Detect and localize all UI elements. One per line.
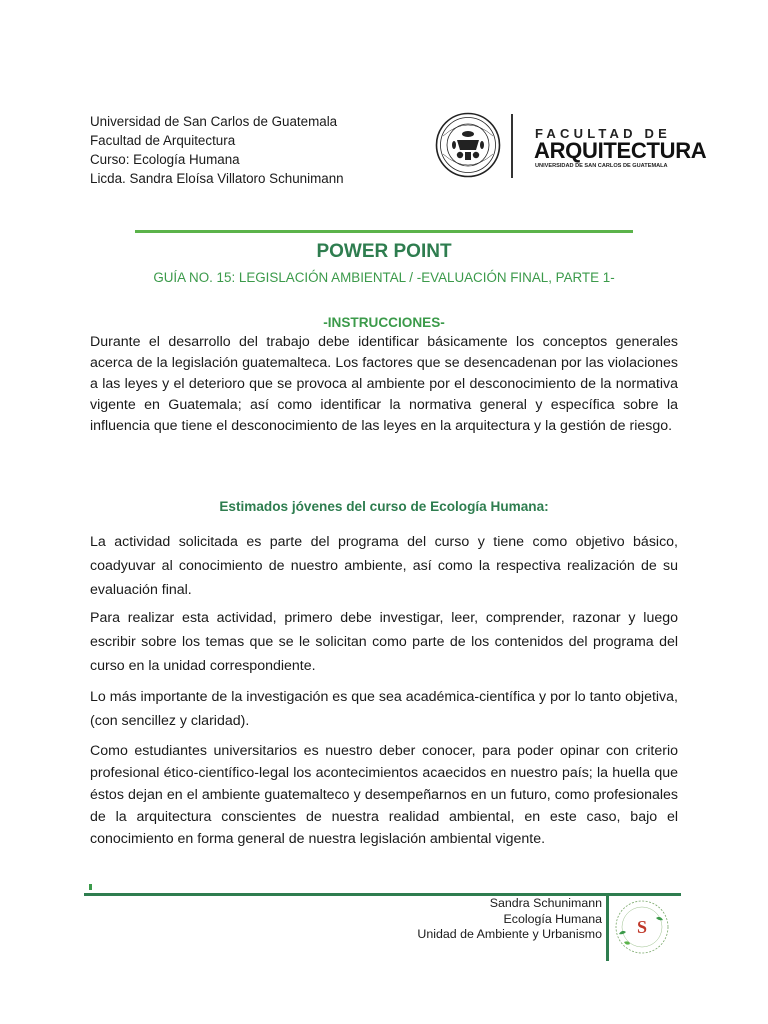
teacher-name: Licda. Sandra Eloísa Villatoro Schunimann <box>90 171 344 186</box>
logo-divider <box>511 114 513 178</box>
footer-course: Ecología Humana <box>503 911 602 926</box>
document-title: POWER POINT <box>316 241 452 262</box>
paragraph-3: Lo más importante de la investigación es que sea académica-científica y por lo tanto objetiva, (con sencillez y claridad). <box>90 689 678 729</box>
university-name: Universidad de San Carlos de Guatemala <box>90 114 338 129</box>
logo-line-1: FACULTAD DE <box>535 126 671 141</box>
footer-marker <box>89 884 92 890</box>
paragraph-1: La actividad solicitada es parte del programa del curso y tiene como objetivo básico, coadyuvar al conocimiento de nuestro ambiente, así como la respectiva realización de su evaluación final. <box>90 534 678 598</box>
logo-line-3: UNIVERSIDAD DE SAN CARLOS DE GUATEMALA <box>535 163 668 169</box>
faculty-logo <box>435 112 707 180</box>
footer-vertical-divider <box>606 893 609 961</box>
paragraph-4: Como estudiantes universitarios es nuestro deber conocer, para poder opinar con criterio profesional ético-científico-legal los acontecimientos acaecidos en nuestro país; la huella que éstos dejan en el ambiente guatemalteco y desempeñarnos en un futuro, como profesionales de la arquitectura conscientes de nuestra realidad ambiental, en este caso, bajo el conocimiento en forma general de nuestra legislación ambiental vigente. <box>90 743 678 847</box>
logo-line-2: ARQUITECTURA <box>534 138 707 163</box>
paragraph-2: Para realizar esta actividad, primero debe investigar, leer, comprender, razonar y luego escribir sobre los temas que se le solicitan como parte de los contenidos del programa del curso en la unidad correspondiente. <box>90 610 678 674</box>
footer-info <box>417 896 602 943</box>
header-info <box>90 112 344 188</box>
title-divider <box>135 230 633 233</box>
footer-unit: Unidad de Ambiente y Urbanismo <box>417 927 602 941</box>
greeting-heading: Estimados jóvenes del curso de Ecología Humana: <box>219 499 549 514</box>
faculty-name: Facultad de Arquitectura <box>90 133 236 148</box>
instructions-heading: -INSTRUCCIONES- <box>323 315 445 330</box>
ecology-seal-icon <box>613 898 671 956</box>
course-name: Curso: Ecología Humana <box>90 152 240 167</box>
instructions-text: Durante el desarrollo del trabajo debe identificar básicamente los conceptos generales acerca de la legislación guatemalteca. Los factores que se desencadenan por las violaciones a las leyes y el deterioro que se provoca al ambiente por el desconocimiento de la normativa vigente en Guatemala; así como identificar la normativa general y específica sobre la influencia que tiene el desconocimiento de las leyes en la arquitectura y la gestión de riesgo. <box>90 334 678 434</box>
university-seal-icon <box>435 112 501 178</box>
document-subtitle: GUÍA NO. 15: LEGISLACIÓN AMBIENTAL / -EVALUACIÓN FINAL, PARTE 1- <box>153 270 615 285</box>
footer-author: Sandra Schunimann <box>489 896 602 910</box>
seal-letter: S <box>636 917 648 937</box>
